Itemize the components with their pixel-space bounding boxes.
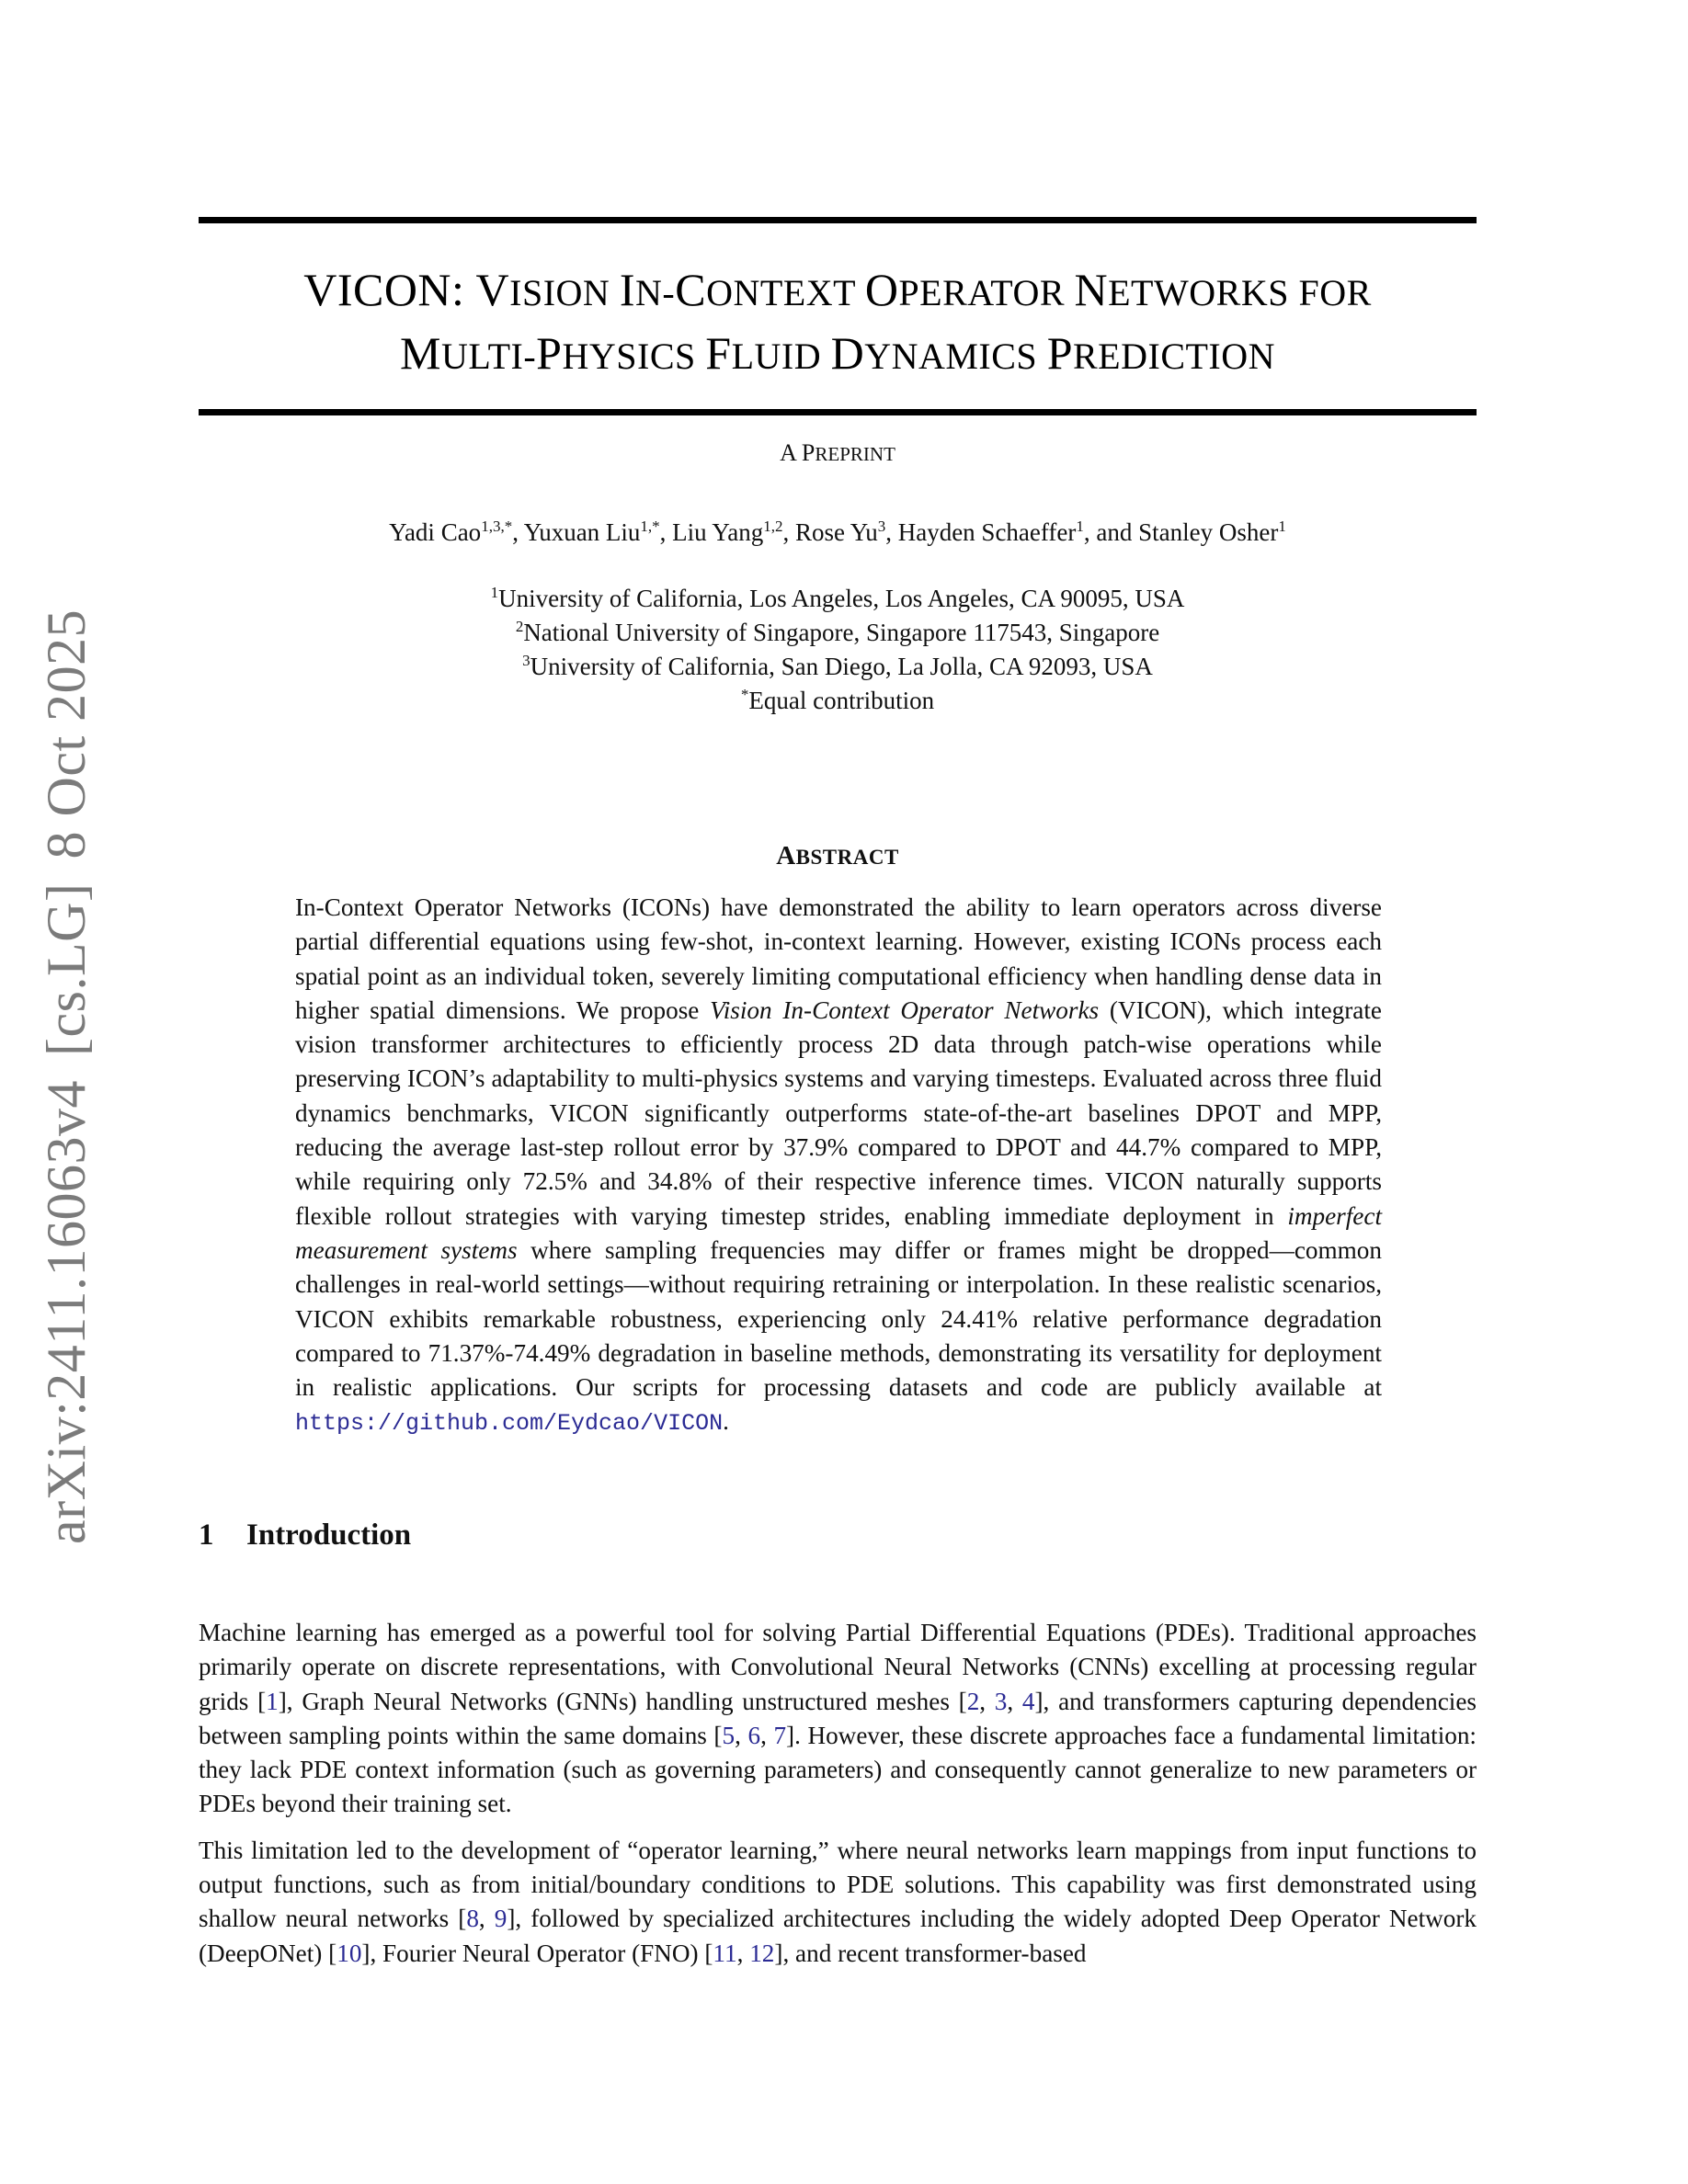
preprint-label (199, 439, 1477, 467)
text-run: , (735, 1721, 748, 1749)
text-run: , (1007, 1687, 1022, 1715)
title-word-rest: ETWORKS FOR (1108, 272, 1372, 313)
author-name: Stanley Osher (1138, 518, 1279, 546)
emphasis-text: imperfect measurement systems (295, 1201, 1382, 1264)
text-run: . (723, 1407, 729, 1436)
paragraph (199, 1834, 1477, 1971)
title-word-cap: P (1046, 327, 1073, 379)
affiliation (199, 582, 1477, 616)
arxiv-id: arXiv:2411.16063v4 (36, 1079, 97, 1544)
section-title: Introduction (246, 1519, 412, 1552)
author-affiliation-marker: 3 (877, 518, 886, 535)
text-run: , (736, 1939, 750, 1967)
citation-link[interactable]: 5 (722, 1721, 736, 1749)
author-affiliation-marker: 1 (1076, 518, 1084, 535)
abstract-heading-rest: BSTRACT (795, 846, 899, 869)
introduction-body (199, 1616, 1477, 1983)
citation-link[interactable]: 8 (466, 1905, 479, 1933)
arxiv-date: 8 Oct 2025 (36, 609, 97, 859)
affiliation-marker: 3 (522, 652, 530, 669)
title-word-rest: HYSICS (562, 336, 706, 377)
author-name: Liu Yang (672, 518, 764, 546)
title-word-rest: YNAMICS (864, 336, 1047, 377)
title-word-cap: I (619, 264, 635, 315)
title-word-cap: D (830, 327, 865, 379)
preprint-rest: REPRINT (815, 443, 895, 465)
text-run: ], followed by specialized architectures including the widely adopted Deep Operator Network (DeepONet) [ (199, 1905, 1477, 1967)
citation-link[interactable]: 6 (747, 1721, 761, 1749)
citation-link[interactable]: 10 (336, 1939, 362, 1967)
emphasis-text: Vision In-Context Operator Networks (710, 995, 1100, 1024)
title-line-2 (199, 326, 1477, 380)
title-word-rest: REDICTION (1073, 336, 1276, 377)
title-bottom-rule (199, 409, 1477, 415)
title-word-cap: F (705, 327, 732, 379)
title-word-cap: O (864, 264, 899, 315)
arxiv-stamp (35, 586, 98, 1544)
abstract-paragraph (295, 891, 1382, 1441)
text-run: ]. However, these discrete approaches face a fundamental limitation: they lack PDE context information (such as governing parameters) and consequently cannot generalize to new parameters or PDEs beyond their training set. (199, 1721, 1477, 1818)
citation-link[interactable]: 11 (713, 1939, 737, 1967)
title-word-rest: PERATOR (898, 272, 1075, 313)
affiliation-marker: * (740, 686, 749, 703)
text-run: , (478, 1905, 495, 1933)
title-top-rule (199, 217, 1477, 223)
affiliation-text: National University of Singapore, Singapore 117543, Singapore (523, 619, 1160, 646)
text-run: where sampling frequencies may differ or frames might be dropped—common challenges in real-world settings—without requiring retraining or interpolation. In these realistic scenarios, VICON exhibits remarkable robustness, experiencing only 24.41% relative performance degradation compared to 71.37%-74.49% degradation in baseline methods, demonstrating its versatility for deployment in realistic applications. Our scripts for processing datasets and code are publicly available at (295, 1235, 1382, 1402)
affiliation-marker: 1 (490, 584, 499, 601)
affiliation (199, 684, 1477, 718)
title-word-cap: C (675, 264, 707, 315)
title-word-cap: N (1074, 264, 1109, 315)
affiliation-list (199, 582, 1477, 718)
author-affiliation-marker: 1,2 (763, 518, 783, 535)
text-run: Machine learning has emerged as a powerful tool for solving Partial Differential Equations (PDEs). Traditional approaches primarily operate on discrete representations, with Convolutional Neural Networks (CNNs) excelling at processing regular grids [ (199, 1619, 1477, 1715)
text-run: , (979, 1687, 995, 1715)
abstract-body (295, 891, 1382, 1441)
text-run: ], and recent transformer-based (774, 1939, 1087, 1967)
author-name: Rose Yu (794, 518, 878, 546)
affiliation-text: University of California, Los Angeles, Los Angeles, CA 90095, USA (498, 585, 1185, 612)
arxiv-category: [cs.LG] (36, 882, 97, 1056)
title-word-cap: VICON: (303, 264, 476, 315)
paragraph (199, 1616, 1477, 1822)
citation-link[interactable]: 9 (494, 1905, 508, 1933)
author-name: Hayden Schaeffer (897, 518, 1077, 546)
github-link[interactable]: https://github.com/Eydcao/VICON (295, 1410, 724, 1438)
citation-link[interactable]: 2 (966, 1687, 980, 1715)
affiliation-text: University of California, San Diego, La Jolla, CA 92093, USA (530, 653, 1153, 680)
title-word-rest: ONTEXT (706, 272, 865, 313)
affiliation (199, 650, 1477, 684)
text-run: , (760, 1721, 774, 1749)
affiliation-text: Equal contribution (748, 687, 935, 714)
text-run: ], Fourier Neural Operator (FNO) [ (361, 1939, 713, 1967)
title-word-cap: P (536, 327, 563, 379)
citation-link[interactable]: 7 (773, 1721, 787, 1749)
title-word-cap: V (475, 264, 510, 315)
author-affiliation-marker: 1,3,* (481, 518, 513, 535)
abstract-heading (199, 841, 1477, 871)
abstract-heading-cap: A (776, 841, 796, 870)
citation-link[interactable]: 12 (749, 1939, 775, 1967)
author-list: Yadi Cao$^{1,3,*}$, Yuxuan Liu$^{1,*}$, Liu Yang$^{1,2}$, Rose Yu$^3$, Hayden Schaeffer$^1$, and Stanley Osher$^1$ (389, 518, 1286, 546)
preprint-cap: A P (780, 439, 815, 466)
text-run: ], and transformers capturing dependencies between sampling points within the same domains [ (199, 1687, 1477, 1749)
author-affiliation-marker: 1,* (640, 518, 660, 535)
author-name: Yuxuan Liu (523, 518, 641, 546)
text-run: This limitation led to the development of “operator learning,” where neural networks learn mappings from input functions to output functions, such as from initial/boundary conditions to PDE solutions. This capability was first demonstrated using shallow neural networks [ (199, 1836, 1477, 1933)
text-run: (VICON), which integrate vision transformer architectures to efficiently process 2D data through patch-wise operations while preserving ICON’s adaptability to multi-physics systems and varying timesteps. Evaluated across three fluid dynamics benchmarks, VICON significantly outperforms state-of-the-art baselines DPOT and MPP, reducing the average last-step rollout error by 37.9% compared to DPOT and 44.7% compared to MPP, while requiring only 72.5% and 34.8% of their respective inference times. VICON naturally supports flexible rollout strategies with varying timestep strides, enabling immediate deployment in (295, 995, 1382, 1230)
title-word-rest: LUID (731, 336, 831, 377)
citation-link[interactable]: 3 (994, 1687, 1008, 1715)
title-word-rest: ULTI- (440, 336, 537, 377)
section-number: 1 (199, 1519, 214, 1552)
section-heading-introduction (199, 1519, 411, 1553)
title-word-rest: ISION (509, 272, 620, 313)
title-line-1 (199, 263, 1477, 316)
affiliation-marker: 2 (515, 618, 524, 635)
text-run: In-Context Operator Networks (ICONs) have demonstrated the ability to learn operators across diverse partial differential equations using few-shot, in-context learning. However, existing ICONs process each spatial point as an individual token, severely limiting computational efficiency when handling dense data in higher spatial dimensions. We propose (295, 893, 1382, 1024)
affiliation (199, 616, 1477, 650)
author-name: Yadi Cao (389, 518, 482, 546)
text-run: ], Graph Neural Networks (GNNs) handling unstructured meshes [ (278, 1687, 967, 1715)
title-word-cap: M (399, 327, 441, 379)
citation-link[interactable]: 4 (1021, 1687, 1035, 1715)
author-affiliation-marker: 1 (1278, 518, 1286, 535)
title-word-rest: N- (634, 272, 676, 313)
citation-link[interactable]: 1 (266, 1687, 279, 1715)
